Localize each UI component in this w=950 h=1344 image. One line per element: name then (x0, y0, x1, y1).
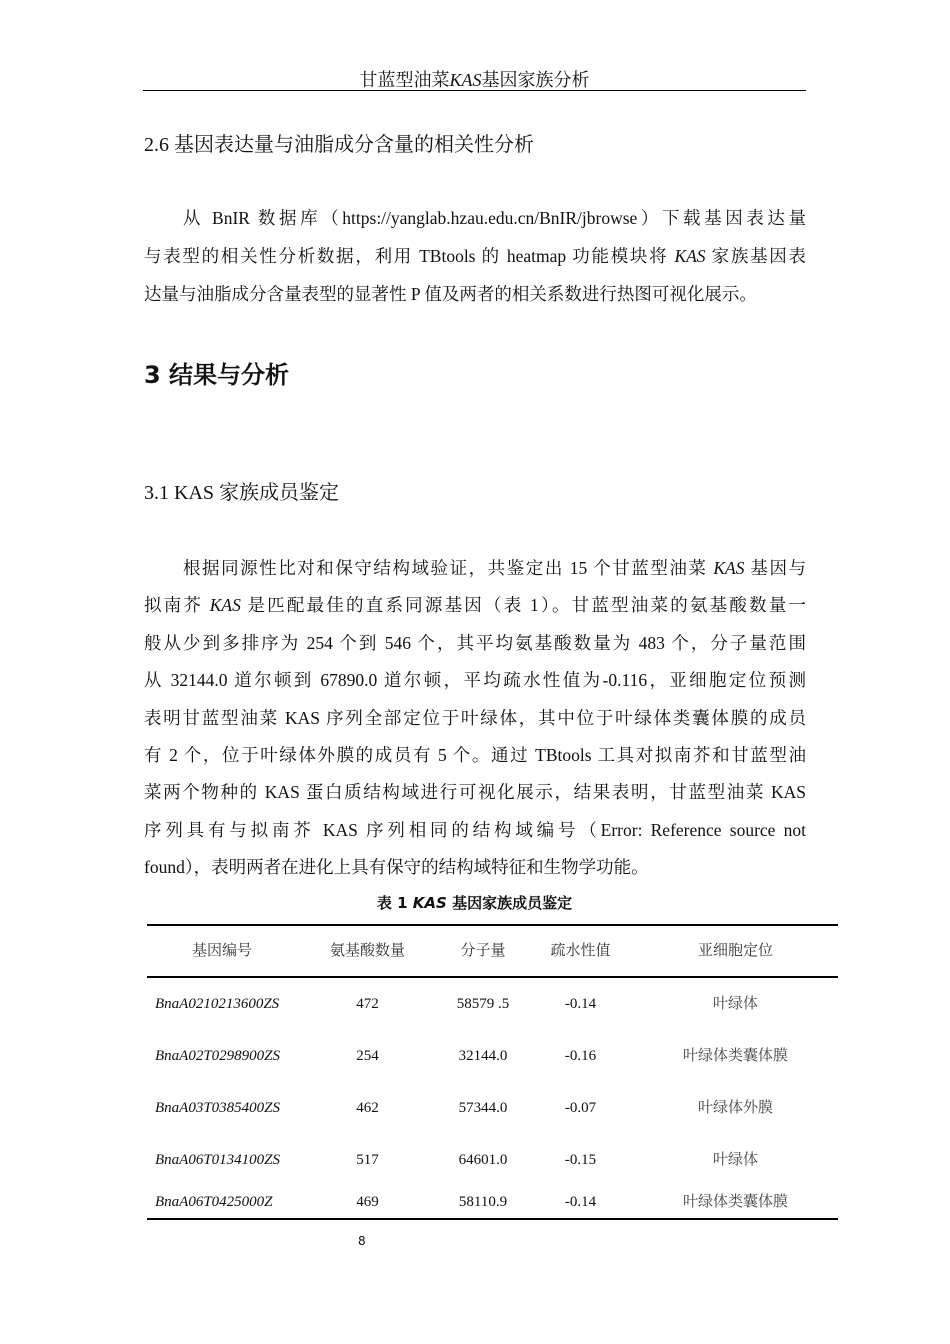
paragraph-line (144, 707, 806, 729)
table-row (147, 1134, 838, 1186)
table-cell: BnaA06T0425000Z (147, 1186, 297, 1219)
text-segment: KAS (713, 558, 745, 578)
table-header-row (147, 925, 838, 977)
column-header: 氨基酸数量 (297, 925, 438, 977)
header-rule (143, 90, 806, 91)
table-caption (143, 893, 806, 913)
kas-gene-table (147, 924, 838, 1220)
table-row (147, 1030, 838, 1082)
page-number: 8 (358, 1234, 366, 1248)
caption-text: 表 1 (376, 894, 413, 912)
header-text: 甘蓝型油菜 (359, 70, 450, 90)
text-segment: 家族基因表 (705, 246, 807, 266)
column-header: 分子量 (438, 925, 528, 977)
text-segment: 菜两个物种的 KAS 蛋白质结构域进行可视化展示，结果表明，甘蓝型油菜 KAS (144, 782, 806, 803)
table-row (147, 977, 838, 1030)
table-cell: -0.14 (564, 995, 597, 1012)
table-cell: 57344.0 (458, 1099, 508, 1116)
table-cell: 472 (356, 995, 379, 1012)
text-segment: 从 BnIR 数据库（https://yanglab.hzau.edu.cn/BnIR/jbrowse）下载基因表达量 (183, 208, 806, 228)
paragraph-line (144, 781, 806, 803)
column-header: 亚细胞定位 (633, 925, 838, 977)
column-header: 基因编号 (147, 925, 297, 977)
table-cell: 254 (356, 1047, 379, 1064)
table-cell: 462 (356, 1099, 379, 1116)
table-cell: 叶绿体 (712, 995, 758, 1012)
text-segment: 根据同源性比对和保守结构域验证，共鉴定出 15 个甘蓝型油菜 (183, 558, 714, 578)
table-row (147, 1082, 838, 1134)
text-segment: 表明甘蓝型油菜 KAS 序列全部定位于叶绿体，其中位于叶绿体类囊体膜的成员 (144, 707, 806, 728)
header-text: 基因家族分析 (481, 70, 590, 90)
table-cell: 58110.9 (438, 1186, 528, 1219)
text-segment: found），表明两者在进化上具有保守的结构域特征和生物学功能。 (144, 857, 649, 878)
table-cell: -0.14 (528, 1186, 633, 1219)
paragraph-line (144, 594, 806, 616)
paragraph-line (144, 632, 806, 654)
column-header: 疏水性值 (528, 925, 633, 977)
header-italic: KAS (449, 70, 482, 90)
text-segment: 与表型的相关性分析数据，利用 TBtools 的 heatmap 功能模块将 (144, 246, 675, 266)
text-segment: 拟南芥 (144, 595, 210, 616)
table-cell: BnaA0210213600ZS (155, 995, 280, 1012)
paragraph-line (144, 283, 806, 305)
table-cell: 469 (297, 1186, 438, 1219)
table-cell: BnaA02T0298900ZS (155, 1047, 281, 1064)
paragraph-line (144, 669, 806, 691)
paragraph-line (183, 207, 806, 229)
text-segment: 有 2 个，位于叶绿体外膜的成员有 5 个。通过 TBtools 工具对拟南芥和甘蓝型油 (144, 745, 806, 765)
text-segment: KAS (674, 246, 706, 266)
text-segment: 是匹配最佳的直系同源基因（表 1）。甘蓝型油菜的氨基酸数量一 (240, 595, 807, 616)
table-cell: 叶绿体类囊体膜 (682, 1047, 788, 1064)
table-cell: 32144.0 (458, 1047, 508, 1064)
table-cell: -0.16 (564, 1047, 597, 1064)
table-cell: 叶绿体 (712, 1151, 758, 1168)
table-cell: 叶绿体类囊体膜 (633, 1186, 838, 1219)
text-segment: KAS (209, 595, 241, 616)
table-cell: -0.15 (564, 1151, 597, 1168)
table-cell: 58579 .5 (456, 995, 510, 1012)
table-cell: BnaA06T0134100ZS (155, 1151, 281, 1168)
text-segment: 序列具有与拟南芥 KAS 序列相同的结构域编号（Error: Reference source not (144, 819, 806, 840)
table-row (147, 1186, 838, 1219)
text-segment: 般从少到多排序为 254 个到 546 个，其平均氨基酸数量为 483 个，分子量范围 (144, 632, 806, 653)
table-cell: 64601.0 (458, 1151, 508, 1168)
text-segment: 基因与 (744, 558, 807, 578)
section-heading-3-1: 3.1 KAS 家族成员鉴定 (144, 482, 340, 504)
text-segment: 从 32144.0 道尔顿到 67890.0 道尔顿，平均疏水性值为-0.116，亚细胞定位预测 (144, 670, 806, 691)
table-cell: -0.07 (564, 1099, 597, 1116)
section-heading-2-6: 2.6 基因表达量与油脂成分含量的相关性分析 (144, 134, 534, 156)
paragraph-line (144, 744, 806, 766)
table-cell: 517 (356, 1151, 379, 1168)
paragraph-line (144, 245, 806, 267)
table-cell: BnaA03T0385400ZS (155, 1099, 281, 1116)
caption-text: 基因家族成员鉴定 (446, 894, 573, 912)
paragraph-line (144, 819, 806, 841)
paragraph-line (144, 856, 806, 878)
paragraph-line (183, 557, 806, 579)
table-cell: 叶绿体外膜 (697, 1099, 773, 1116)
running-header (143, 66, 806, 92)
text-segment: 达量与油脂成分含量表型的显著性 P 值及两者的相关系数进行热图可视化展示。 (144, 284, 757, 304)
caption-italic: KAS (412, 894, 447, 912)
section-heading-3: 3 结果与分析 (144, 361, 290, 389)
